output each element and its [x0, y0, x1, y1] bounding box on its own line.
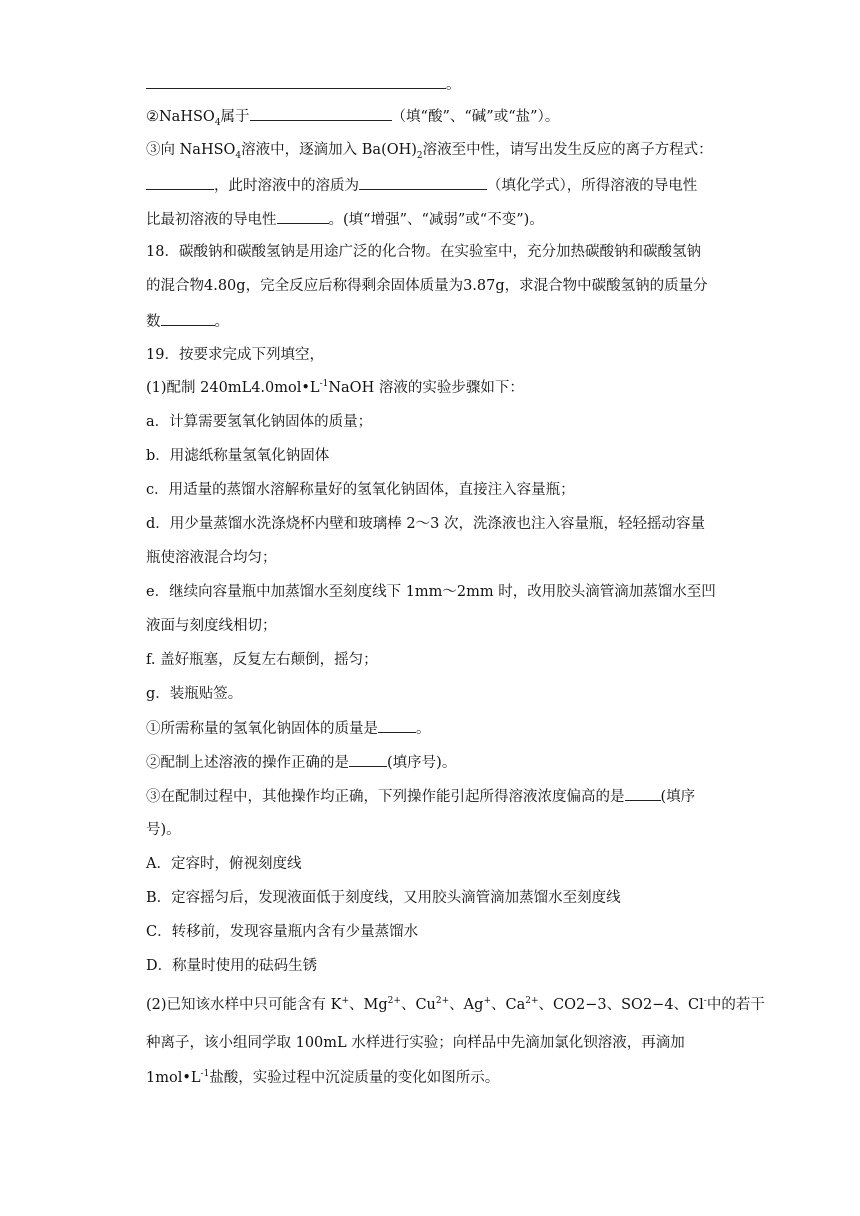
option-c: C．转移前，发现容量瓶内含有少量蒸馏水 — [146, 924, 419, 940]
question-17-part2 — [146, 106, 559, 127]
text: 、Mg — [349, 997, 388, 1013]
text: （填化学式），所得溶液的导电性 — [487, 178, 698, 194]
question-19-sub1 — [146, 718, 431, 739]
question-18-line1: 18．碳酸钠和碳酸氢钠是用途广泛的化合物。在实验室中，充分加热碳酸钠和碳酸氢钠 — [146, 244, 701, 260]
text: ③向 NaHSO — [146, 142, 236, 158]
step-a: a．计算需要氢氧化钠固体的质量； — [146, 414, 373, 430]
text: (填序 — [660, 789, 696, 805]
text: （填“酸”、“碱”或“盐”）。 — [391, 109, 560, 125]
step-e-line2: 液面与刻度线相切； — [146, 618, 277, 634]
text: 盐酸，实验过程中沉淀质量的变化如图所示。 — [209, 1070, 500, 1086]
question-19-sub2 — [146, 752, 456, 773]
question-19-part2-line1 — [146, 995, 765, 1015]
answer-blank[interactable] — [146, 175, 214, 190]
text: ①所需称量的氢氧化钠固体的质量是 — [146, 721, 378, 737]
answer-blank[interactable] — [349, 752, 387, 767]
text: 、SO — [606, 997, 643, 1013]
superscript: 2− — [642, 997, 665, 1013]
question-19-title: 19．按要求完成下列填空， — [146, 347, 324, 363]
step-g: g．装瓶贴签。 — [146, 686, 243, 702]
ion-charge-stack — [576, 997, 607, 1013]
step-e-line1: e．继续向容量瓶中加蒸馏水至刻度线下 1mm～2mm 时，改用胶头滴管滴加蒸馏水至凹 — [146, 584, 716, 600]
step-d-line2: 瓶使溶液混合均匀； — [146, 550, 277, 566]
answer-blank[interactable] — [277, 209, 329, 224]
subscript: 4 — [235, 150, 242, 161]
text: (2)已知该水样中只可能含有 K — [146, 997, 342, 1013]
superscript: 2− — [576, 997, 598, 1013]
step-f: f. 盖好瓶塞，反复左右颠倒，摇匀； — [146, 652, 378, 668]
answer-blank[interactable] — [359, 175, 487, 190]
text: 比最初溶液的导电性 — [146, 212, 277, 228]
answer-line-0 — [146, 74, 461, 95]
subscript: 2 — [416, 150, 423, 161]
text: NaOH 溶液的实验步骤如下： — [328, 380, 524, 396]
text: 溶液至中性，请写出发生反应的离子方程式： — [422, 142, 713, 158]
superscript: 2+ — [387, 996, 401, 1007]
text: 、Ag — [449, 997, 484, 1013]
text: (填序号)。 — [387, 755, 457, 771]
step-c: c．用适量的蒸馏水溶解称量好的氢氧化钠固体，直接注入容量瓶； — [146, 482, 575, 498]
question-19-part2-line2: 种离子，该小组同学取 100mL 水样进行实验；向样品中先滴加氯化钡溶液，再滴加 — [146, 1035, 685, 1051]
text: 、Cl — [673, 997, 704, 1013]
step-b: b．用滤纸称量氢氧化钠固体 — [146, 448, 330, 464]
question-17-part3-end — [146, 209, 544, 230]
superscript: -1 — [319, 379, 329, 390]
text: ②配制上述溶液的操作正确的是 — [146, 755, 349, 771]
text: 属于 — [220, 109, 250, 125]
ion-charge-stack — [643, 997, 674, 1013]
text: 1mol•L — [146, 1070, 201, 1086]
superscript: 2+ — [435, 996, 450, 1007]
superscript: 2+ — [525, 996, 539, 1007]
subscript: 4 — [664, 997, 674, 1013]
text: 、Cu — [400, 997, 436, 1013]
superscript: - — [703, 996, 707, 1007]
option-b: B．定容摇匀后，发现液面低于刻度线，又用胶头滴管滴加蒸馏水至刻度线 — [146, 890, 621, 906]
text: 。 — [214, 314, 229, 330]
text: 。(填“增强”、“减弱”或“不变”)。 — [328, 212, 544, 228]
question-18-line3 — [146, 311, 229, 332]
text: ②NaHSO — [146, 109, 215, 125]
text: (1)配制 240mL4.0mol•L — [146, 380, 320, 396]
text: 、Ca — [490, 997, 526, 1013]
answer-blank[interactable] — [625, 786, 661, 801]
subscript: 3 — [597, 997, 607, 1013]
answer-blank[interactable] — [146, 74, 446, 89]
text: 。 — [416, 721, 431, 737]
text: 、CO — [538, 997, 576, 1013]
question-17-part3-cont — [146, 175, 697, 196]
text: 中的若干 — [706, 997, 765, 1013]
question-19-part1-intro — [146, 378, 524, 398]
step-d-line1: d．用少量蒸馏水洗涤烧杯内壁和玻璃棒 2～3 次，洗涤液也注入容量瓶，轻轻摇动容量 — [146, 516, 705, 532]
question-19-sub3-cont: 号)。 — [146, 822, 181, 838]
text: 溶液中，逐滴加入 Ba(OH) — [241, 142, 417, 158]
text: 数 — [146, 314, 161, 330]
answer-blank[interactable] — [250, 106, 392, 121]
superscript: + — [483, 996, 491, 1007]
text: ，此时溶液中的溶质为 — [214, 178, 359, 194]
question-18-line2: 的混合物4.80g，完全反应后称得剩余固体质量为3.87g，求混合物中碳酸氢钠的质量分 — [146, 278, 708, 294]
option-a: A．定容时，俯视刻度线 — [146, 856, 302, 872]
text: 。 — [446, 77, 461, 93]
question-19-sub3 — [146, 786, 695, 807]
question-19-part2-line3 — [146, 1068, 499, 1088]
text: ③在配制过程中，其他操作均正确，下列操作能引起所得溶液浓度偏高的是 — [146, 789, 625, 805]
answer-blank[interactable] — [378, 718, 416, 733]
subscript: 4 — [214, 117, 221, 128]
superscript: + — [341, 996, 350, 1007]
answer-blank[interactable] — [161, 311, 215, 326]
question-17-part3 — [146, 140, 713, 160]
option-d: D．称量时使用的砝码生锈 — [146, 958, 318, 974]
superscript: -1 — [200, 1069, 210, 1080]
